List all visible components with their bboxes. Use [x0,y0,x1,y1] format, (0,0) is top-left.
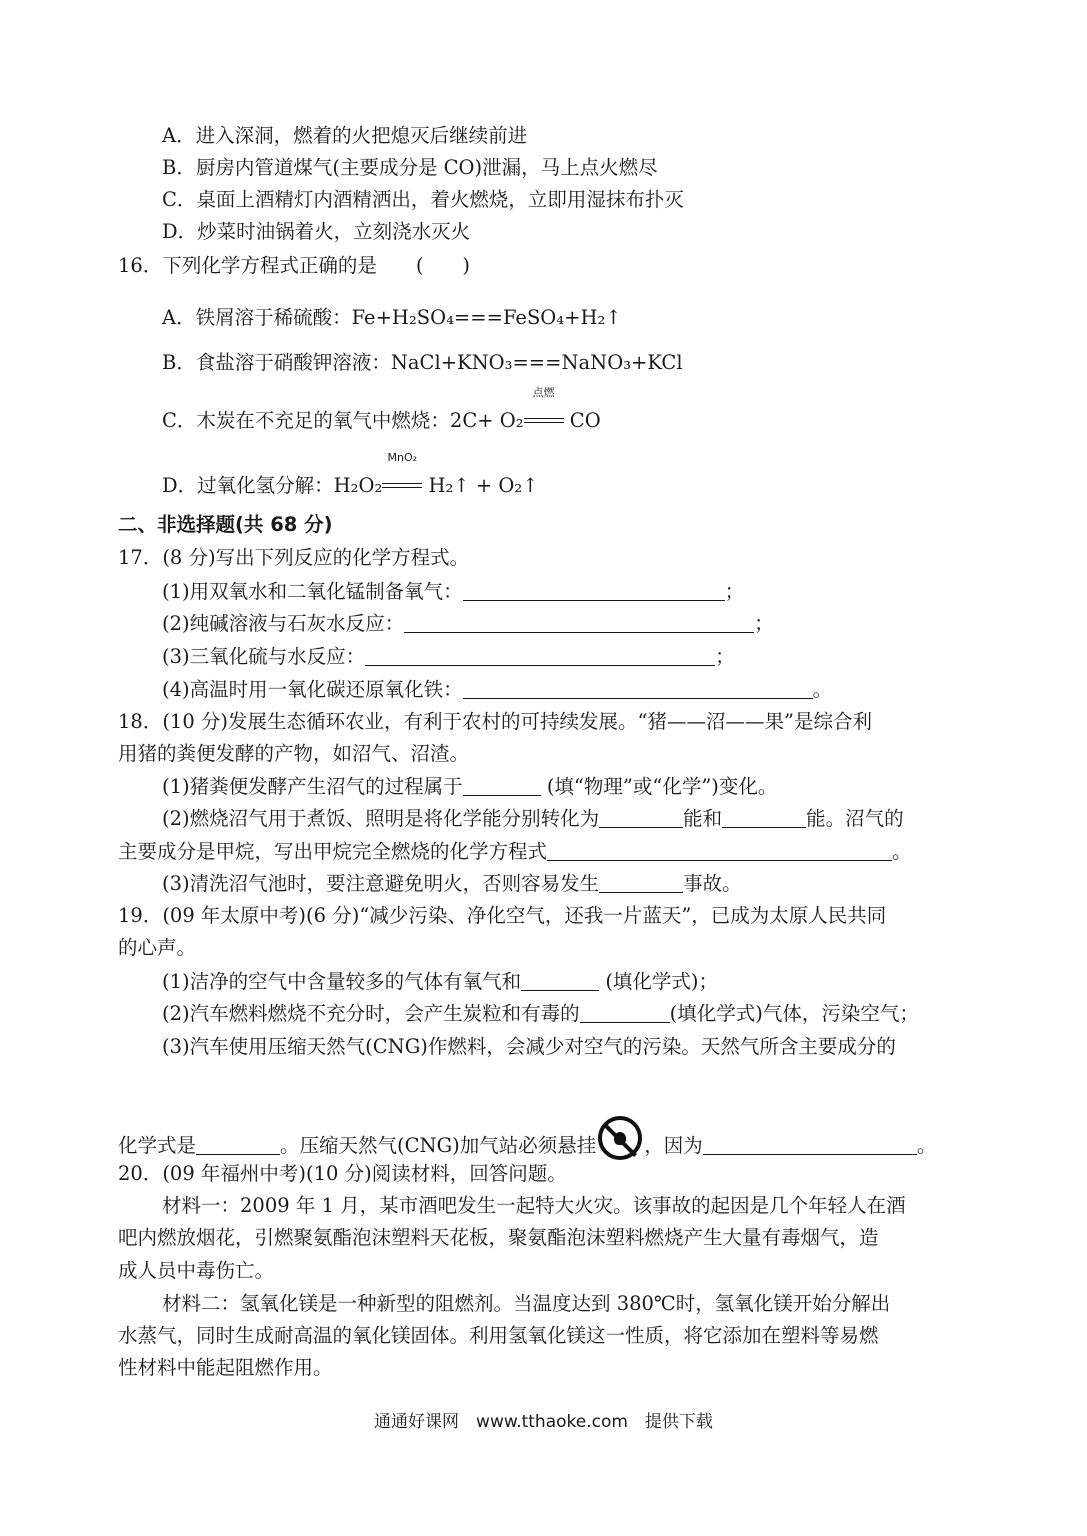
answer-blank[interactable] [599,874,683,893]
q15-option-c: C．桌面上酒精灯内酒精洒出，着火燃烧，立即用湿抹布扑灭 [162,188,684,211]
answer-blank[interactable] [547,842,892,861]
answer-blank[interactable] [722,809,806,828]
q16-c-left: 2C+ O₂ [449,409,524,432]
q20-stem: 20．(09 年福州中考)(10 分)阅读材料，回答问题。 [118,1162,567,1185]
answer-blank[interactable] [463,777,541,796]
page-footer: 通通好课网 www.tthaoke.com 提供下载 [374,1412,713,1432]
q15-option-a: A．进入深洞，燃着的火把熄灭后继续前进 [162,124,528,147]
q16-b-label: B．食盐溶于硝酸钾溶液： [162,351,391,374]
q19-item-2: (2)汽车燃料燃烧不充分时，会产生炭粒和有毒的 (填化学式)气体，污染空气； [162,1002,919,1025]
q16-option-a [162,306,622,330]
q16-option-c [162,386,601,433]
q16-c-label: C．木炭在不充足的氧气中燃烧： [162,409,450,432]
q18-stem-line2: 用猪的粪便发酵的产物，如沼气、沼渣。 [118,742,470,765]
q18-stem-line1: 18．(10 分)发展生态循环农业，有利于农村的可持续发展。“猪——沼——果”是综合利 [118,710,872,733]
q16-option-d [162,451,539,498]
q16-d-label: D．过氧化氢分解： [162,474,334,497]
q20-material1-line3: 成人员中毒伤亡。 [118,1259,275,1282]
q18-item-2-cont: 主要成分是甲烷，写出甲烷完全燃烧的化学方程式 。 [118,840,912,863]
q19-item-1: (1)洁净的空气中含量较多的气体有氧气和 (填化学式)； [162,970,719,993]
q16-option-b [162,351,683,375]
answer-blank[interactable] [365,647,715,666]
q15-option-b: B．厨房内管道煤气(主要成分是 CO)泄漏，马上点火燃尽 [162,156,658,179]
q15-option-d: D．炒菜时油锅着火，立刻浇水灭火 [162,220,471,243]
answer-blank[interactable] [463,582,725,601]
q16-b-equation: NaCl+KNO₃===NaNO₃+KCl [390,351,683,374]
q18-item-2: (2)燃烧沼气用于煮饭、照明是将化学能分别转化为 能和 能。沼气的 [162,807,904,830]
q18-item-1: (1)猪粪便发酵产生沼气的过程属于 (填“物理”或“化学”)变化。 [162,775,778,798]
answer-blank[interactable] [196,1136,280,1155]
q17-item-1: (1)用双氧水和二氧化锰制备氧气： ； [162,580,745,603]
q16-c-right: CO [569,409,601,432]
q19-item-3: (3)汽车使用压缩天然气(CNG)作燃料，会减少对空气的污染。天然气所含主要成分的 [162,1035,896,1058]
q16-d-condition: MnO₂ [387,451,418,464]
q17-item-2: (2)纯碱溶液与石灰水反应： ； [162,612,774,635]
q16-c-condition: 点燃 [532,386,555,399]
q20-material1-line2: 吧内燃放烟花，引燃聚氨酯泡沫塑料天花板，聚氨酯泡沫塑料燃烧产生大量有毒烟气，造 [118,1226,879,1249]
q16-d-right: H₂↑ + O₂↑ [428,474,539,497]
no-fire-sign-icon [598,1116,642,1160]
answer-blank[interactable] [599,809,683,828]
answer-blank[interactable] [580,1004,670,1023]
q20-material2-line2: 水蒸气，同时生成耐高温的氧化镁固体。利用氢氧化镁这一性质，将它添加在塑料等易燃 [118,1324,879,1347]
q16-d-arrow [382,451,422,498]
q16-a-equation: Fe+H₂SO₄===FeSO₄+H₂↑ [351,306,622,329]
q20-material2-line1: 材料二：氢氧化镁是一种新型的阻燃剂。当温度达到 380℃时，氢氧化镁开始分解出 [162,1292,891,1315]
q16-d-left: H₂O₂ [333,474,383,497]
q16-c-arrow [524,386,564,433]
q19-item-3-cont: 化学式是 。压缩天然气(CNG)加气站必须悬挂 ，因为 。 [118,1116,936,1160]
q16-a-label: A．铁屑溶于稀硫酸： [162,306,352,329]
answer-blank[interactable] [521,972,599,991]
q20-material2-line3: 性材料中能起阻燃作用。 [118,1356,333,1379]
q17-stem: 17．(8 分)写出下列反应的化学方程式。 [118,546,470,569]
answer-blank[interactable] [703,1136,917,1155]
section-heading: 二、非选择题(共 68 分) [118,513,333,536]
q17-item-4: (4)高温时用一氧化碳还原氧化铁： 。 [162,678,833,701]
answer-blank[interactable] [463,680,813,699]
answer-blank[interactable] [404,614,754,633]
q17-item-3: (3)三氧化硫与水反应： ； [162,645,735,668]
q20-material1-line1: 材料一：2009 年 1 月，某市酒吧发生一起特大火灾。该事故的起因是几个年轻人在酒 [162,1194,906,1217]
q19-stem-line1: 19．(09 年太原中考)(6 分)“减少污染、净化空气，还我一片蓝天”，已成为太原人民共同 [118,904,887,927]
q19-stem-line2: 的心声。 [118,936,197,959]
q16-stem: 16．下列化学方程式正确的是 ( ) [118,254,471,277]
q18-item-3: (3)清洗沼气池时，要注意避免明火，否则容易发生 事故。 [162,872,742,895]
